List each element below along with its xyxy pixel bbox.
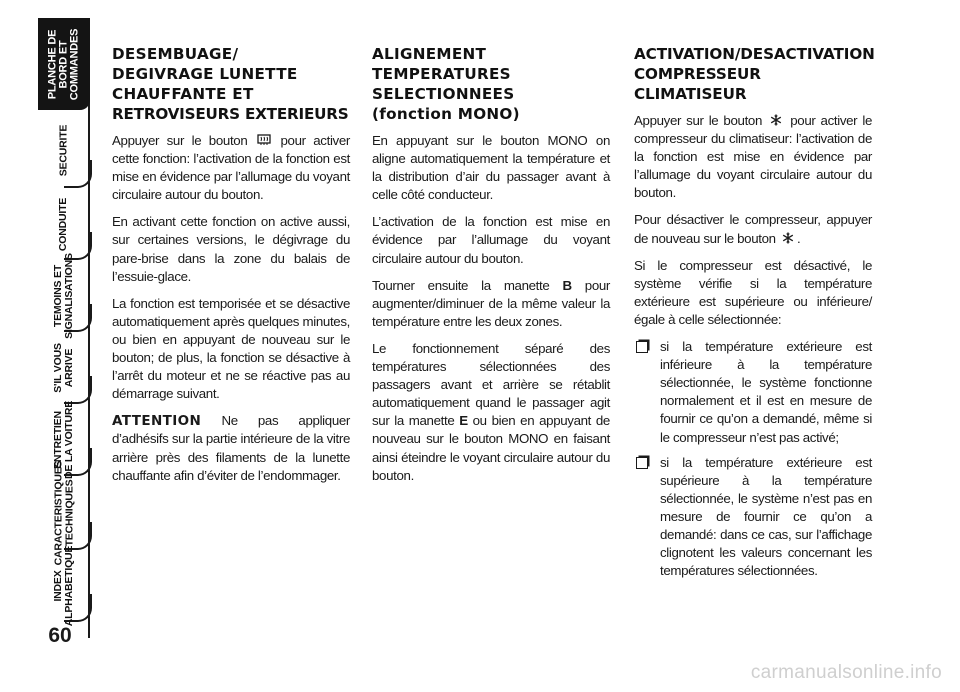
checkbox-bullet-icon (636, 341, 648, 353)
paragraph: Si le compresseur est désactivé, le système vérifie si la température extérieure est supérieure ou inférieure/égale à celle sélectionnée: (634, 257, 872, 327)
paragraph: Appuyer sur le bouton pour activer cette fonction: l’activation de la fonction est mise en évidence par l’allumage du voyant circulaire autour du bouton. (112, 133, 350, 203)
paragraph: En appuyant sur le bouton MONO on aligne automatiquement la température et la distribution d’air du passager avant à celle côté conducteur. (372, 133, 610, 203)
paragraph: Pour désactiver le compresseur, appuyer de nouveau sur le bouton . (634, 212, 872, 246)
attention-paragraph: ATTENTION Ne pas appliquer d’adhésifs sur la partie intérieure de la vitre arrière près des filaments de la lunette chauffante afin d’éviter de l’endommager. (112, 413, 350, 483)
rear-defrost-icon (257, 134, 271, 146)
section-alignement (372, 44, 610, 494)
chapter-tabs (0, 0, 100, 692)
tab-entretien[interactable]: ENTRETIEN DE LA VOITURE (52, 400, 76, 480)
tab-sil-vous-arrive[interactable]: S'IL VOUS ARRIVE (52, 343, 75, 393)
section-title: DESEMBUAGE/ DEGIVRAGE LUNETTE CHAUFFANTE ET RETROVISEURS EXTERIEURS (112, 45, 349, 123)
snowflake-icon (769, 114, 783, 126)
section-title: ACTIVATION/DESACTIVATION COMPRESSEUR CLIMATISEUR (634, 45, 875, 103)
tab-planche-de-bord[interactable]: PLANCHE DE BORD ET COMMANDES (38, 18, 90, 110)
section-compresseur (634, 44, 875, 587)
tab-securite[interactable]: SECURITE (57, 124, 70, 176)
watermark: carmanualsonline.info (750, 662, 942, 683)
tab-caracteristiques[interactable]: CARACTERISTIQUES TECHNIQUES (52, 460, 76, 566)
section-desembuage (112, 44, 350, 494)
page-number: 60 (48, 624, 72, 647)
checkbox-bullet-icon (636, 457, 648, 469)
paragraph: Appuyer sur le bouton pour activer le compresseur du climatiseur: l’activation de la fonction est mise en évidence par l’allumage du voyant circulaire autour du bouton. (634, 113, 873, 201)
bullet-list (634, 338, 872, 580)
paragraph: Tourner ensuite la manette B pour augmenter/diminuer de la même valeur la température entre les deux zones. (372, 277, 610, 329)
tab-index[interactable]: INDEX ALPHABETIQUE (52, 545, 75, 627)
paragraph: Le fonctionnement séparé des températures sélectionnées des passagers avant et arrière se rétablit automatiquement quand le passager agit sur la manette E ou bien en appuyant de nouveau sur le bouton MONO en faisant ainsi éteindre le voyant circulaire autour du bouton. (372, 340, 610, 483)
snowflake-icon (781, 232, 795, 244)
paragraph: L’activation de la fonction est mise en évidence par l’allumage du voyant circulaire autour du bouton. (372, 214, 610, 266)
section-title: ALIGNEMENT TEMPERATURES SELECTIONNEES (fonction MONO) (372, 45, 520, 123)
tab-temoins[interactable]: TEMOINS ET SIGNALISATIONS (52, 253, 75, 339)
list-item: si la température extérieure est supérieure à la température sélectionnée, le système n’est pas en mesure de fournir ce qu’on a demandé: dans ce cas, sur l’affichage clignotent les valeurs concernant les températures sélectionnées. (634, 454, 872, 581)
paragraph: La fonction est temporisée et se désactive automatiquement après quelques minutes, ou bien en appuyant de nouveau sur le bouton; de plus, la fonction se désactive à l’arrêt du moteur et ne se réactive pas au démarrage suivant. (112, 295, 350, 402)
tab-conduite[interactable]: CONDUITE (57, 197, 70, 251)
list-item: si la température extérieure est inférieure à la température sélectionnée, le système fonctionne normalement et il est en mesure de fournir ce qu’on a demandé, même si le compresseur n’est pas activé; (634, 338, 872, 447)
paragraph: En activant cette fonction on active aussi, sur certaines versions, le dégivrage du pare-brise dans la zone du balais de l’essuie-glace. (112, 214, 350, 284)
